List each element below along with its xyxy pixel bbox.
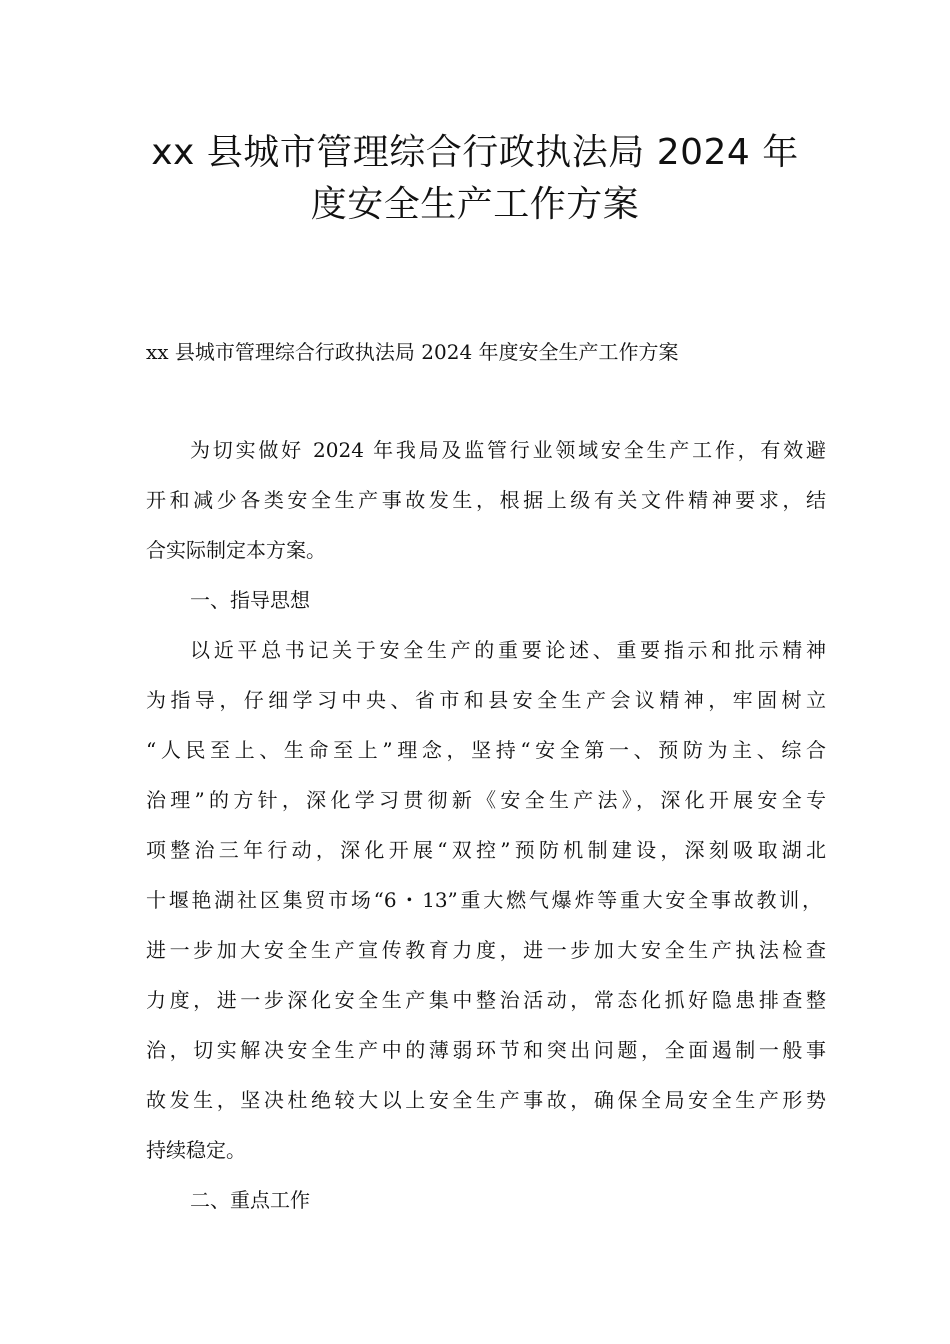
section1-line: 项整治三年行动，深化开展“双控”预防机制建设，深刻吸取湖北: [146, 838, 826, 862]
section1-line: 以近平总书记关于安全生产的重要论述、重要指示和批示精神: [190, 638, 826, 662]
intro-line: 合实际制定本方案。: [146, 538, 326, 562]
intro-line: 开和减少各类安全生产事故发生，根据上级有关文件精神要求，结: [146, 488, 826, 512]
section1-line: 故发生，坚决杜绝较大以上安全生产事故，确保全局安全生产形势: [146, 1088, 826, 1112]
section1-line: 力度，进一步深化安全生产集中整治活动，常态化抓好隐患排查整: [146, 988, 826, 1012]
section1-line: 十堰艳湖社区集贸市场“6・13”重大燃气爆炸等重大安全事故教训，: [146, 888, 822, 912]
section-heading-guiding-ideology: 一、指导思想: [190, 588, 310, 612]
section-heading-key-work: 二、重点工作: [190, 1188, 310, 1212]
intro-line: 为切实做好 2024 年我局及监管行业领域安全生产工作，有效避: [190, 438, 826, 462]
section1-line: 治理”的方针，深化学习贯彻新《安全生产法》，深化开展安全专: [146, 788, 826, 812]
section1-line: “人民至上、生命至上”理念，坚持“安全第一、预防为主、综合: [146, 738, 826, 762]
section1-line: 持续稳定。: [146, 1138, 246, 1162]
document-subtitle: xx 县城市管理综合行政执法局 2024 年度安全生产工作方案: [146, 340, 679, 364]
section1-line: 为指导，仔细学习中央、省市和县安全生产会议精神，牢固树立: [146, 688, 826, 712]
document-title-line-2: 度安全生产工作方案: [310, 184, 640, 225]
document-title-line-1: xx 县城市管理综合行政执法局 2024 年: [151, 132, 799, 173]
section1-line: 进一步加大安全生产宣传教育力度，进一步加大安全生产执法检查: [146, 938, 826, 962]
section1-line: 治，切实解决安全生产中的薄弱环节和突出问题，全面遏制一般事: [146, 1038, 826, 1062]
